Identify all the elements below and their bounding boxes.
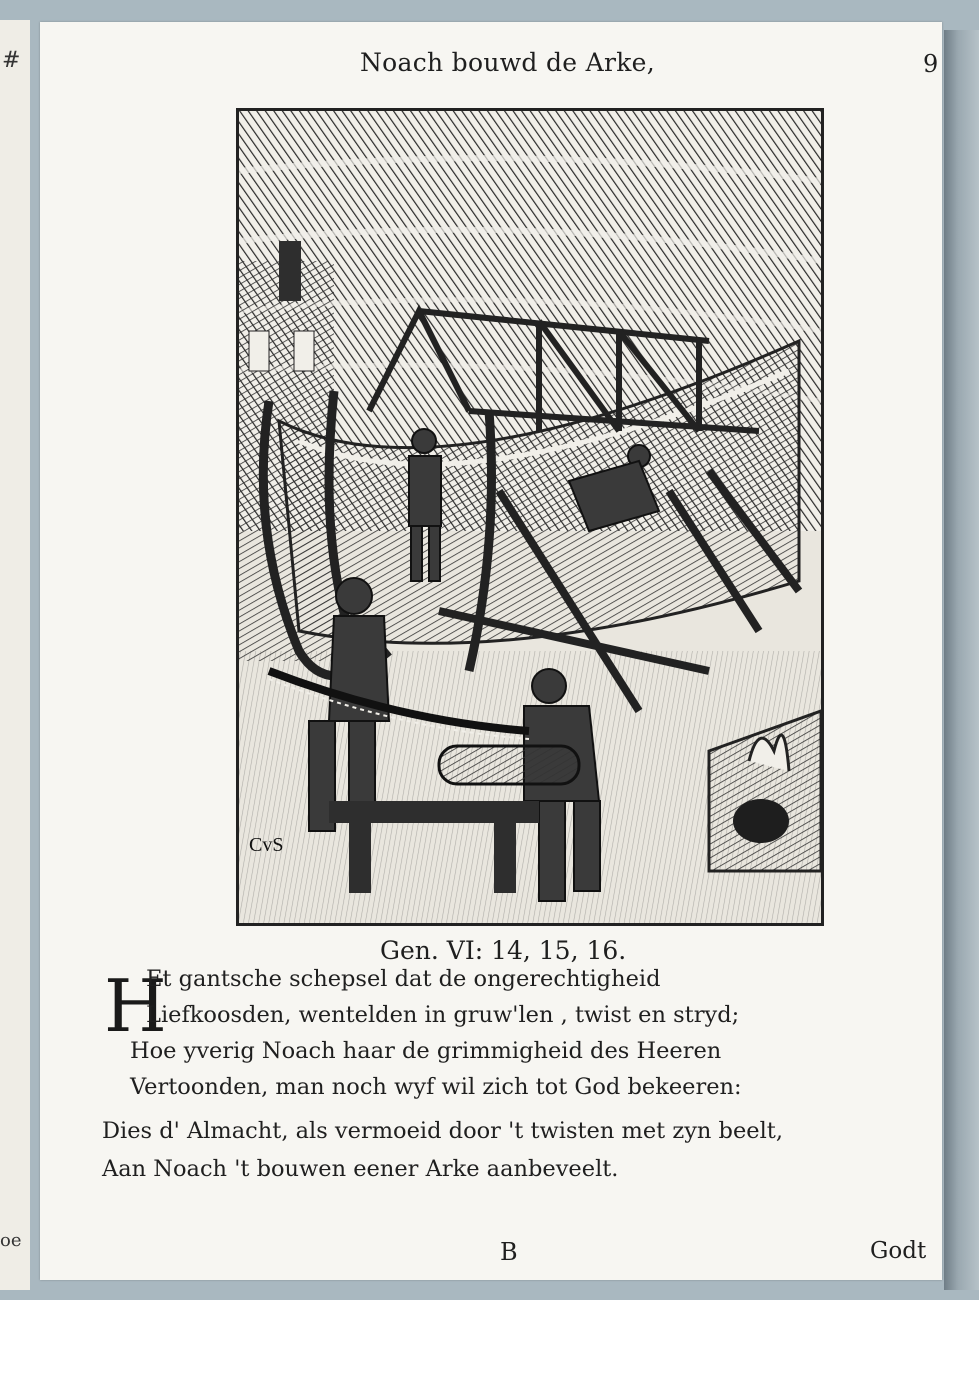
adjacent-page-strip — [0, 20, 30, 1290]
book-page — [40, 22, 942, 1280]
woodcut-illustration — [236, 108, 824, 926]
signature-mark: B — [500, 1238, 518, 1266]
artist-monogram: CvS — [249, 834, 284, 856]
verse-line-5: Dies d' Almacht, als vermoeid door 't twisten met zyn beelt, — [102, 1118, 783, 1144]
drop-capital: H — [104, 964, 167, 1048]
catchword: Godt — [870, 1238, 927, 1264]
verse-line-1: Et gantsche schepsel dat de ongerechtigheid — [146, 966, 661, 992]
verse-line-2: Liefkoosden, wentelden in gruw'len , twist en stryd; — [146, 1002, 740, 1028]
scripture-reference: Gen. VI: 14, 15, 16. — [380, 936, 627, 965]
page-number: 9 — [923, 50, 939, 78]
verse-line-4: Vertoonden, man noch wyf wil zich tot God bekeeren: — [130, 1074, 742, 1100]
margin-mark: # — [2, 48, 21, 73]
bottom-margin — [0, 1300, 979, 1390]
verse-line-3: Hoe yverig Noach haar de grimmigheid des Heeren — [130, 1038, 722, 1064]
page-header-title: Noach bouwd de Arke, — [360, 48, 656, 77]
woodcut-ark-construction — [239, 111, 821, 923]
adjacent-page-cut-word: oe — [0, 1230, 22, 1251]
page-edge-shadow — [944, 30, 979, 1290]
verse-line-6: Aan Noach 't bouwen eener Arke aanbeveelt. — [102, 1156, 619, 1182]
